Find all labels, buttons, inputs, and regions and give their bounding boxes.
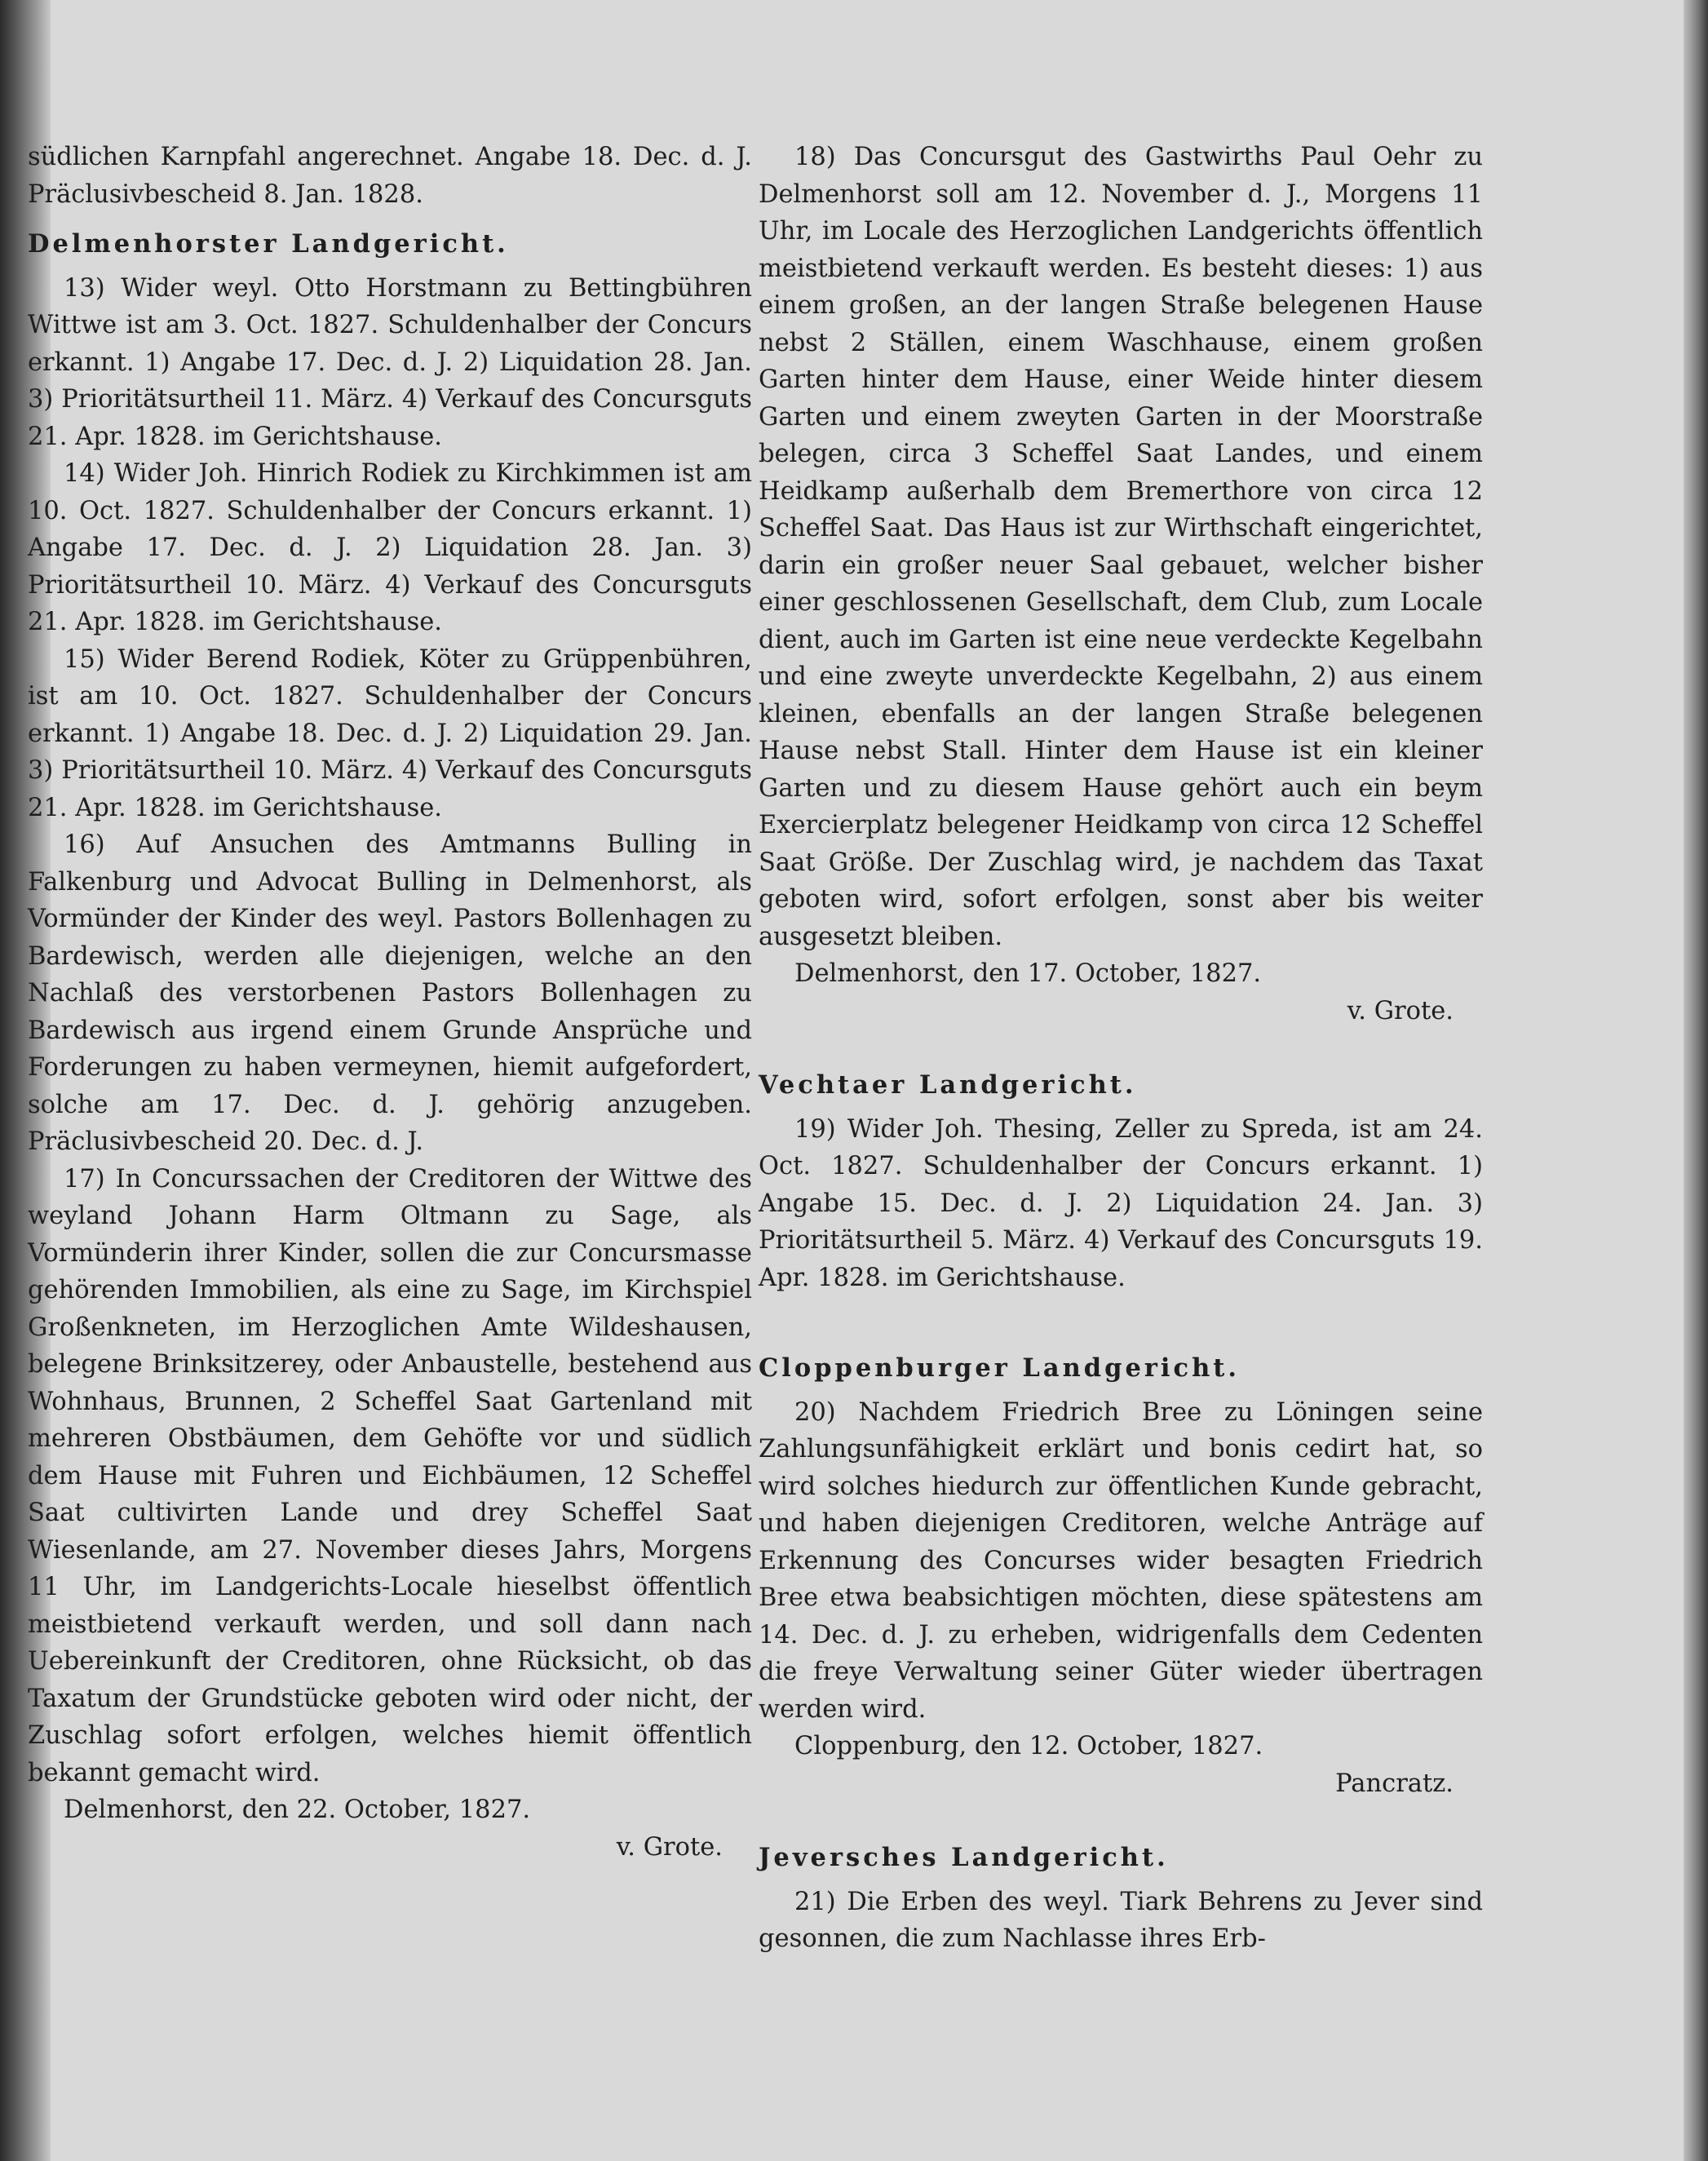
entry-14: 14) Wider Joh. Hinrich Rodiek zu Kirchkimmen ist am 10. Oct. 1827. Schuldenhalber der Concurs erkannt. 1) Angabe 17. Dec. d. J. 2) Liquidation 28. Jan. 3) Prioritätsurtheil 10. März. 4) Verkauf des Concursguts 21. Apr. 1828. im Gerichtshause. [28,459,752,636]
place-date-delmenhorst: Delmenhorst, den 22. October, 1827. [64,1796,531,1824]
place-date-20: Cloppenburg, den 12. October, 1827. [794,1732,1263,1760]
court-heading-delmenhorst: Delmenhorster Landgericht. [28,229,509,259]
entry-21: 21) Die Erben des weyl. Tiark Behrens zu Jever sind gesonnen, die zum Nachlasse ihres Erb- [759,1887,1483,1953]
entry-20: 20) Nachdem Friedrich Bree zu Löningen seine Zahlungsunfähigkeit erklärt und bonis cedirt hat, so wird solches hiedurch zur öffentlichen Kunde gebracht, und haben diejenigen Creditoren, welche Anträge auf Erkennung des Concurses wider besagten Friedrich Bree etwa beabsichtigen möchten, diese spätestens am 14. Dec. d. J. zu erheben, widrigenfalls dem Cedenten die freye Verwaltung seiner Güter wieder übertragen werden wird. [759,1397,1483,1724]
page-edge-shadow [1684,0,1708,2161]
signature-grote: v. Grote. [616,1832,723,1862]
court-heading-jever: Jeversches Landgericht. [759,1843,1169,1872]
entry-17: 17) In Concurssachen der Creditoren der Wittwe des weyland Johann Harm Oltmann zu Sage, als Vormünderin ihrer Kinder, sollen die zur Concursmasse gehörenden Immobilien, als eine zu Sage, im Kirchspiel Großenkneten, im Herzoglichen Amte Wildeshausen, belegene Brinksitzerey, oder Anbaustelle, bestehend aus Wohnhaus, Brunnen, 2 Scheffel Saat Gartenland mit mehreren Obstbäumen, dem Gehöfte vor und südlich dem Hause mit Fuhren und Eichbäumen, 12 Scheffel Saat cultivirten Lande und drey Scheffel Saat Wiesenlande, am 27. November dieses Jahrs, Morgens 11 Uhr, im Landgerichts-Locale hieselbst öffentlich meistbietend verkauft werden, und soll dann nach Uebereinkunft der Creditoren, ohne Rücksicht, ob das Taxatum der Grundstücke geboten wird oder nicht, der Zuschlag sofort erfolgen, welches hiemit öffentlich bekannt gemacht wird. [28,1164,752,1787]
entry-19: 19) Wider Joh. Thesing, Zeller zu Spreda, ist am 24. Oct. 1827. Schuldenhalber der Concurs erkannt. 1) Angabe 15. Dec. d. J. 2) Liquidation 24. Jan. 3) Prioritätsurtheil 5. März. 4) Verkauf des Concursguts 19. Apr. 1828. im Gerichtshause. [759,1114,1483,1292]
signature-20: Pancratz. [1335,1769,1454,1798]
entry-13: 13) Wider weyl. Otto Horstmann zu Bettingbühren Wittwe ist am 3. Oct. 1827. Schuldenhalber der Concurs erkannt. 1) Angabe 17. Dec. d. J. 2) Liquidation 28. Jan. 3) Prioritätsurtheil 11. März. 4) Verkauf des Concursguts 21. Apr. 1828. im Gerichtshause. [28,273,752,451]
entry-16: 16) Auf Ansuchen des Amtmanns Bulling in Falkenburg und Advocat Bulling in Delmenhorst, als Vormünder der Kinder des weyl. Pastors Bollenhagen zu Bardewisch, werden alle diejenigen, welche an den Nachlaß des verstorbenen Pastors Bollenhagen zu Bardewisch aus irgend einem Grunde Ansprüche und Forderungen zu haben vermeynen, hiemit aufgefordert, solche am 17. Dec. d. J. gehörig anzugeben. Präclusivbescheid 20. Dec. d. J. [28,830,752,1156]
continuation-text: südlichen Karnpfahl angerechnet. Angabe 18. Dec. d. J. Präclusivbescheid 8. Jan. 1828. [28,143,752,209]
court-heading-cloppenburg: Cloppenburger Landgericht. [759,1353,1240,1383]
right-column [749,139,1483,1958]
left-column [28,139,752,1866]
court-heading-vechta: Vechtaer Landgericht. [759,1070,1137,1100]
place-date-18: Delmenhorst, den 17. October, 1827. [794,959,1262,988]
signature-18: v. Grote. [1347,996,1454,1025]
entry-15: 15) Wider Berend Rodiek, Köter zu Grüppenbühren, ist am 10. Oct. 1827. Schuldenhalber der Concurs erkannt. 1) Angabe 18. Dec. d. J. 2) Liquidation 29. Jan. 3) Prioritätsurtheil 10. März. 4) Verkauf des Concursguts 21. Apr. 1828. im Gerichtshause. [28,644,752,822]
entry-18: 18) Das Concursgut des Gastwirths Paul Oehr zu Delmenhorst soll am 12. November d. J., Morgens 11 Uhr, im Locale des Herzoglichen Landgerichts öffentlich meistbietend verkauft werden. Es besteht dieses: 1) aus einem großen, an der langen Straße belegenen Hause nebst 2 Ställen, einem Waschhause, einem großen Garten hinter dem Hause, einer Weide hinter diesem Garten und einem zweyten Garten in der Moorstraße belegen, circa 3 Scheffel Saat Landes, und einem Heidkamp außerhalb dem Bremerthore von circa 12 Scheffel Saat. Das Haus ist zur Wirthschaft eingerichtet, darin ein großer neuer Saal gebauet, welcher bisher einer geschlossenen Gesellschaft, dem Club, zum Locale dient, auch im Garten ist eine neue verdeckte Kegelbahn und eine zweyte unverdeckte Kegelbahn, 2) aus einem kleinen, ebenfalls an der langen Straße belegenen Hause nebst Stall. Hinter dem Hause ist ein kleiner Garten und zu diesem Hause gehört auch ein beym Exercierplatz belegener Heidkamp von circa 12 Scheffel Saat Größe. Der Zuschlag wird, je nachdem das Taxat geboten wird, sofort erfolgen, sonst aber bis weiter ausgesetzt bleiben. [759,143,1483,951]
